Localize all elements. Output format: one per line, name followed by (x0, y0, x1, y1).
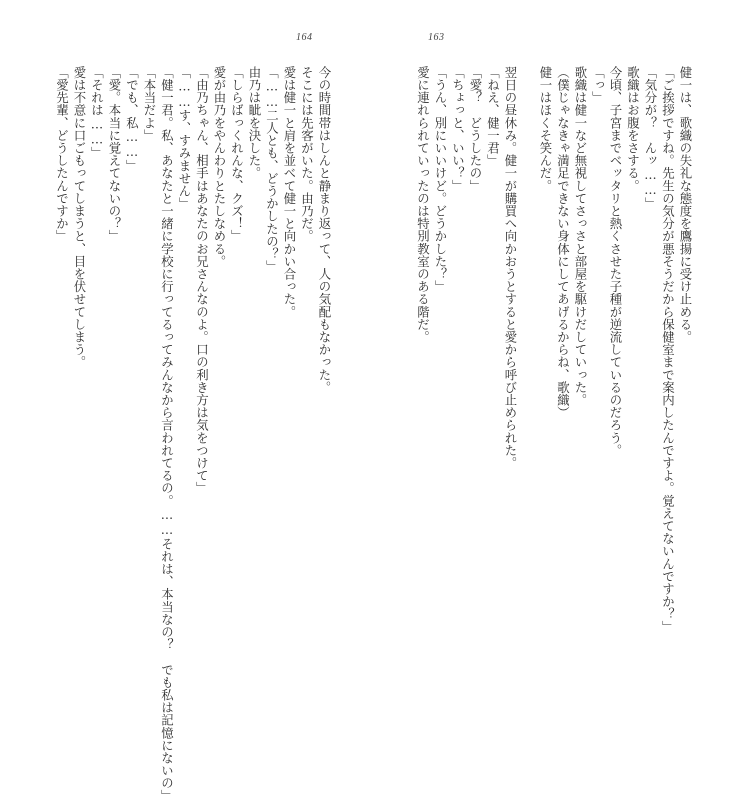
text-line: 「でも、私……」 (124, 66, 140, 172)
text-line: 「……二人とも、どうかしたの？」 (264, 66, 280, 273)
text-line: 愛が由乃をやんわりとたしなめる。 (212, 66, 227, 268)
page-gutter (367, 40, 369, 500)
text-line: 愛は健一と肩を並べて健一と向かい合った。 (282, 66, 297, 318)
text-line: 「由乃ちゃん、相手はあなたのお兄さんなのよ。口の利き方は気をつけて」 (194, 66, 210, 495)
text-line: 健一はほくそ笑んだ。 (538, 66, 553, 192)
text-line: 翌日の昼休み。健一が購買へ向かおうとすると愛から呼び止められた。 (503, 66, 518, 470)
text-line: 「ご挨拶ですね。先生の気分が悪そうだから保健室まで案内したんですよ。覚えてないんですか？」 (660, 66, 676, 633)
text-line: 「愛。本当に覚えてないの？」 (107, 66, 122, 243)
text-line: （僕じゃなきゃ満足できない身体にしてあげるからね、歌織） (555, 66, 571, 419)
text-line: 愛は不意に口ごもってしまうと、目を伏せてしまう。 (72, 66, 87, 369)
text-line: 由乃は眦を決した。 (247, 66, 262, 180)
text-line: 今頃、子宮までベッタリと熱くさせた子種が逆流しているのだろう。 (608, 66, 623, 457)
text-line: そこには先客がいた。由乃だ。 (299, 66, 315, 243)
text-line: 「ちょっと、いい？」 (450, 66, 466, 192)
text-line: 「……す、すみません」 (177, 66, 192, 210)
text-line: 「うん、別にいいけど。どうかした？」 (433, 66, 448, 293)
text-line: 「健一君。私、あなたと一緒に学校に行ってるってみんなから言われてるの。……それは、本当なの？ でも私は記憶にないの」 (159, 66, 175, 802)
blank-line (516, 66, 534, 496)
right-page (405, 66, 693, 633)
text-line: 「ねえ、健一君」 (485, 66, 501, 167)
text-line: 愛に連れられていったのは特別教室のある階だ。 (415, 66, 431, 344)
text-line: 今の時間帯はしんと静まり返って、人の気配もなかった。 (317, 66, 332, 394)
text-line: 歌織は健一など無視してさっさと部屋を駆けだしていった。 (573, 66, 588, 407)
text-line: 「愛先輩、どうしたんですか」 (54, 66, 70, 243)
text-line: 「しらばっくれんな、クズ！」 (229, 66, 245, 243)
text-line: 「本当だよ」 (142, 66, 157, 142)
page-number-right: 163 (428, 32, 445, 43)
left-page (44, 66, 332, 802)
text-line: 「それは……」 (89, 66, 105, 160)
text-line: 「気分が？ んッ……」 (643, 66, 658, 210)
page-number-left: 164 (296, 32, 313, 43)
text-line: 「愛？ どうしたの」 (468, 66, 483, 192)
text-line: 健一は、歌織の失礼な態度を鷹揚に受け止める。 (678, 66, 693, 344)
text-line: 「っ」 (590, 66, 606, 104)
text-line: 歌織はお腹をさする。 (625, 66, 641, 192)
